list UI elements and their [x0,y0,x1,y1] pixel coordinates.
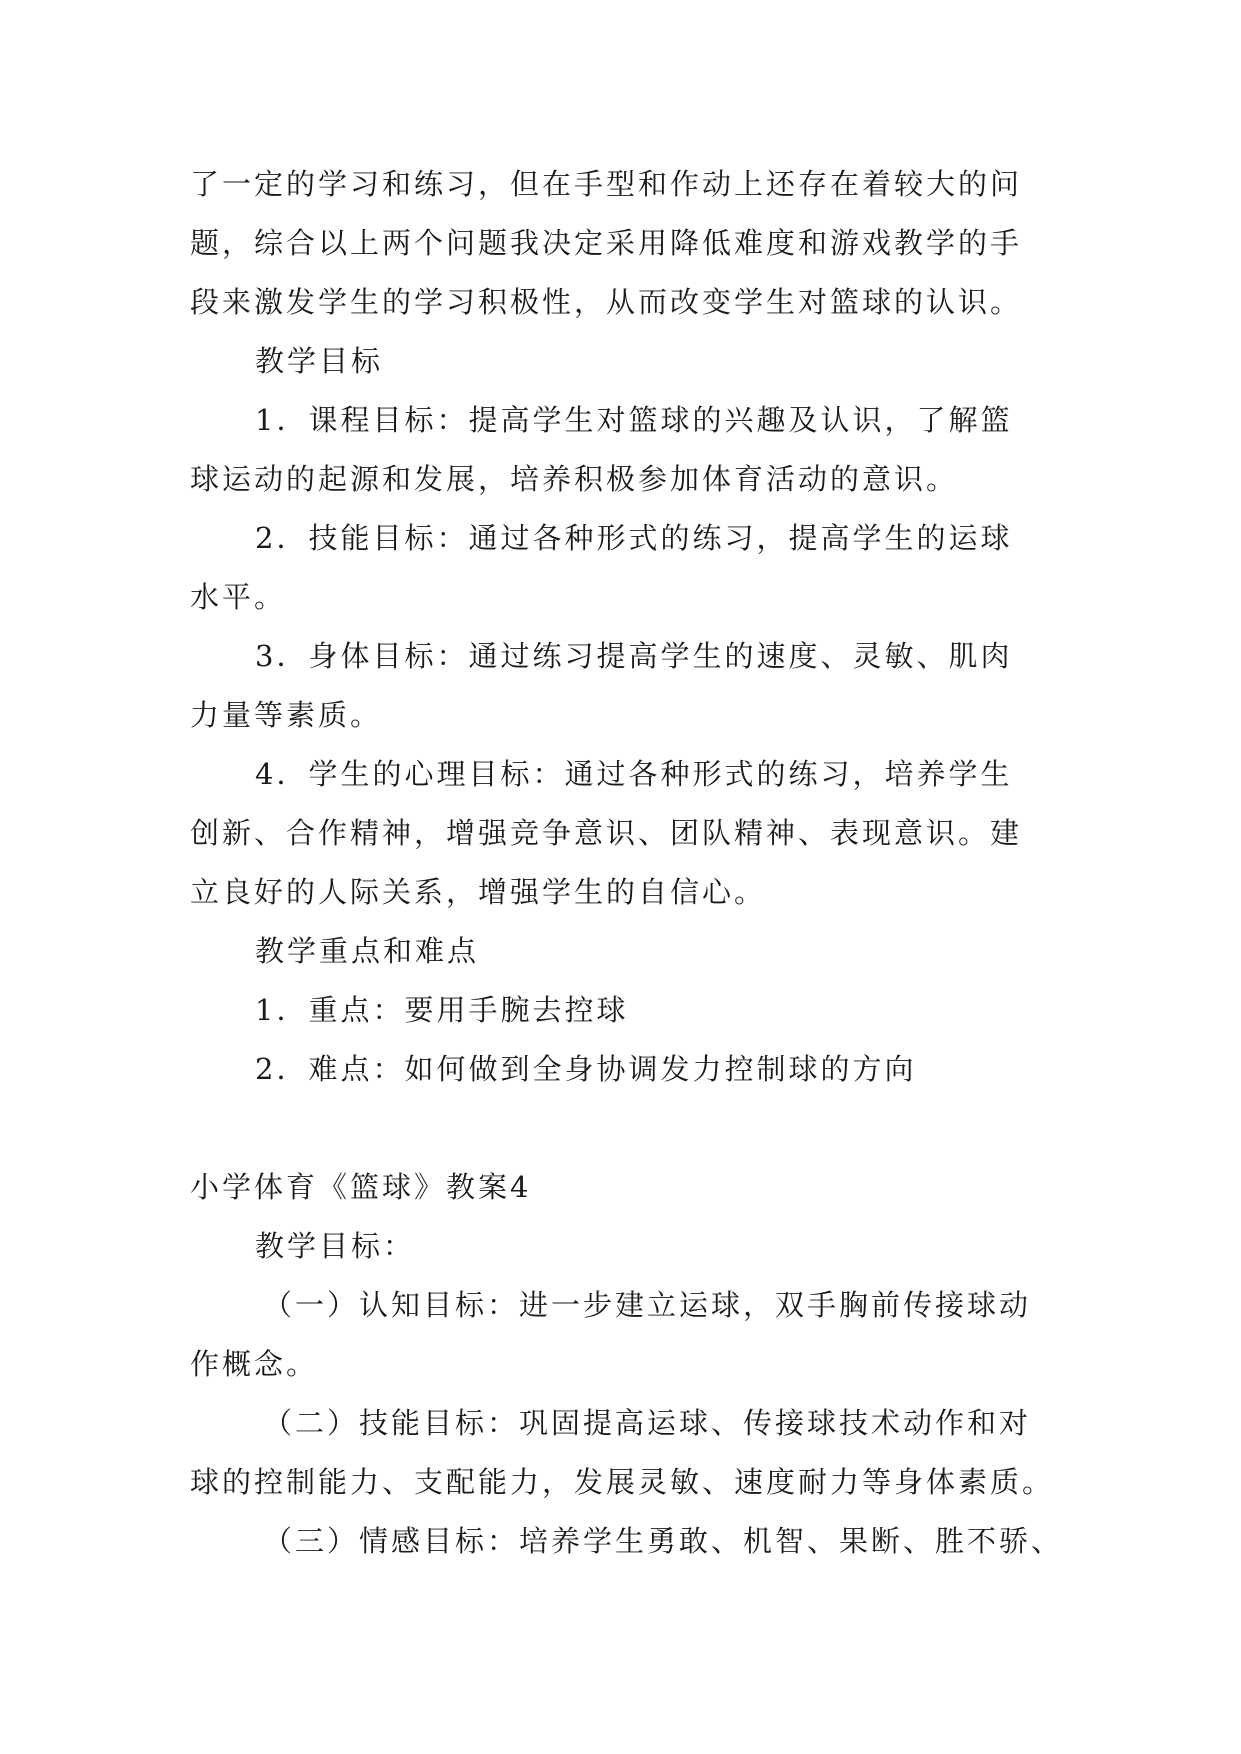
list-item: 3．身体目标：通过练习提高学生的速度、灵敏、肌肉 [255,639,1013,673]
section-heading: 教学目标 [255,344,384,378]
list-item: （三）情感目标：培养学生勇敢、机智、果断、胜不骄、 [263,1524,1064,1558]
body-text-line: 力量等素质。 [190,698,383,732]
body-text-line: 水平。 [190,580,287,614]
list-item: （二）技能目标：巩固提高运球、传接球技术动作和对 [263,1406,1032,1440]
section-heading: 教学重点和难点 [255,934,480,968]
list-item: （一）认知目标：进一步建立运球，双手胸前传接球动 [263,1288,1032,1322]
body-text-line: 题，综合以上两个问题我决定采用降低难度和游戏教学的手 [190,226,1023,260]
body-text-line: 段来激发学生的学习积极性，从而改变学生对篮球的认识。 [190,285,1023,319]
list-item: 4．学生的心理目标：通过各种形式的练习，培养学生 [255,757,1013,791]
document-title: 小学体育《篮球》教案4 [190,1170,532,1204]
list-item: 1．重点：要用手腕去控球 [255,993,629,1027]
body-text-line: 作概念。 [190,1347,319,1381]
body-text-line: 立良好的人际关系，增强学生的自信心。 [190,875,767,909]
section-heading: 教学目标： [255,1229,416,1263]
body-text-line: 球的控制能力、支配能力，发展灵敏、速度耐力等身体素质。 [190,1465,1055,1499]
list-item: 2．技能目标：通过各种形式的练习，提高学生的运球 [255,521,1013,555]
body-text-line: 创新、合作精神，增强竞争意识、团队精神、表现意识。建 [190,816,1023,850]
list-item: 2．难点：如何做到全身协调发力控制球的方向 [255,1052,917,1086]
body-text-line: 球运动的起源和发展，培养积极参加体育活动的意识。 [190,462,959,496]
list-item: 1．课程目标：提高学生对篮球的兴趣及认识，了解篮 [255,403,1013,437]
body-text-line: 了一定的学习和练习，但在手型和作动上还存在着较大的问 [190,167,1023,201]
